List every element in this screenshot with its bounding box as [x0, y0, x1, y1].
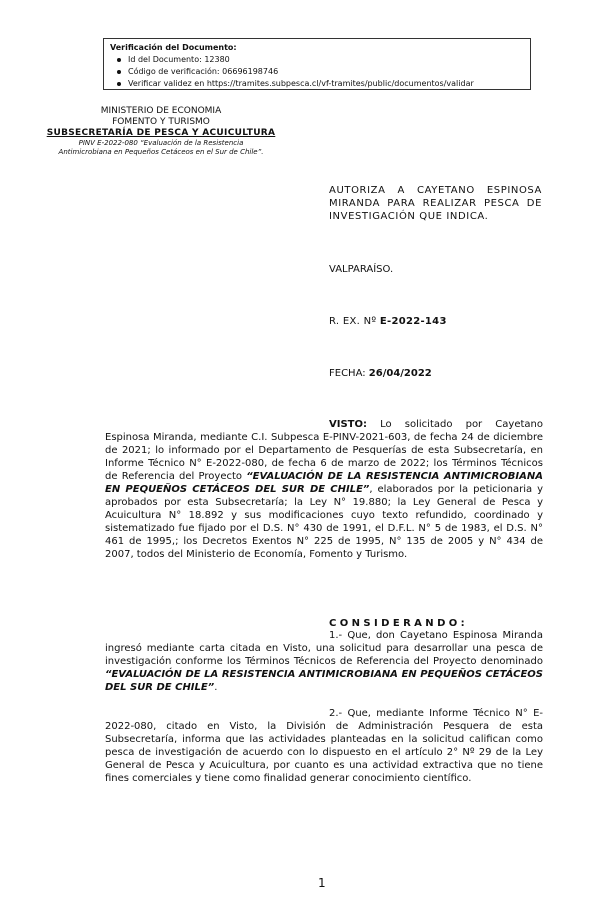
- verification-title: Verificación del Documento:: [110, 43, 237, 52]
- considerando-1: [105, 629, 543, 694]
- verification-code: Código de verificación: 06696198746: [128, 66, 524, 78]
- verification-box: [103, 38, 531, 90]
- ministry-name-2: FOMENTO Y TURISMO: [112, 117, 210, 127]
- visto-label: VISTO:: [329, 419, 367, 430]
- considerando-2: [105, 707, 543, 785]
- date-value: 26/04/2022: [368, 368, 432, 379]
- resolution-date: [329, 367, 432, 380]
- visto-project-title: “EVALUACIÓN DE LA RESISTENCIA ANTIMICROBIANA EN PEQUEÑOS CETÁCEOS DEL SUR DE CHILE”: [105, 471, 543, 495]
- visto-text-2: , elaborados por la peticionaria y aprobados por esta Subsecretaría; la Ley N° 19.880; la Ley General de Pesca y Acuicultura N° 18.892 y sus modificaciones cuyo texto refundido, coordinado y sistematizado fue fijado por el D.S. N° 430 de 1991, el D.F.L. N° 5 de 1983, el D.S. N° 461 de 1995,; los Decretos Exentos N° 225 de 1995, N° 135 de 2005 y N° 434 de 2007, todos del Ministerio de Economía, Fomento y Turismo.: [105, 484, 543, 560]
- reference-line-2: Antimicrobiana en Pequeños Cetáceos en el Sur de Chile”.: [58, 148, 264, 156]
- visto-text-1: Lo solicitado por Cayetano Espinosa Miranda, mediante C.I. Subpesca E-PINV-2021-603, de fecha 24 de diciembre de 2021; lo informado por el Departamento de Pesquerías de esta Subsecretaría, en Informe Técnico N° E-2022-080, de fecha 6 de marzo de 2022; los Términos Técnicos de Referencia del Proyecto: [105, 419, 543, 482]
- considerando-heading: CONSIDERANDO:: [329, 618, 469, 629]
- considerando-1-text-1: 1.- Que, don Cayetano Espinosa Miranda ingresó mediante carta citada en Visto, una solicitud para desarrollar una pesca de investigación conforme los Términos Técnicos de Referencia del Proyecto denominado: [105, 630, 543, 667]
- verification-url[interactable]: Verificar validez en https://tramites.subpesca.cl/vf-tramites/public/documentos/validar: [128, 78, 524, 90]
- resolution-number: [329, 315, 447, 328]
- resolution-subject: AUTORIZA A CAYETANO ESPINOSA MIRANDA PARA REALIZAR PESCA DE INVESTIGACIÓN QUE INDICA.: [329, 185, 542, 222]
- verification-list: [110, 54, 524, 90]
- subsecretaria-name: SUBSECRETARÍA DE PESCA Y ACUICULTURA: [46, 128, 276, 138]
- date-label: FECHA:: [329, 368, 369, 379]
- reference-line-1: PINV E-2022-080 “Evaluación de la Resistencia: [78, 139, 244, 147]
- considerando-1-project: “EVALUACIÓN DE LA RESISTENCIA ANTIMICROBIANA EN PEQUEÑOS CETÁCEOS DEL SUR DE CHILE”: [105, 669, 543, 693]
- considerando-2-text: 2.- Que, mediante Informe Técnico N° E-2022-080, citado en Visto, la División de Administración Pesquera de esta Subsecretaría, informa que las actividades planteadas en la solicitud califican como pesca de investigación de acuerdo con lo dispuesto en el artículo 2° Nº 29 de la Ley General de Pesca y Acuicultura, por cuanto es una actividad extractiva que no tiene fines comerciales y tiene como finalidad generar conocimiento científico.: [105, 708, 543, 784]
- ministry-name: MINISTERIO DE ECONOMIA: [100, 106, 222, 116]
- resolution-value: E-2022-143: [379, 316, 447, 327]
- considerando-1-text-2: .: [214, 682, 218, 693]
- verification-document-id: Id del Documento: 12380: [128, 54, 524, 66]
- city: VALPARAÍSO.: [329, 264, 394, 275]
- resolution-label: R. EX. Nº: [329, 316, 380, 327]
- document-header: [36, 106, 286, 157]
- page-number: 1: [318, 876, 326, 890]
- visto-paragraph: [105, 418, 543, 561]
